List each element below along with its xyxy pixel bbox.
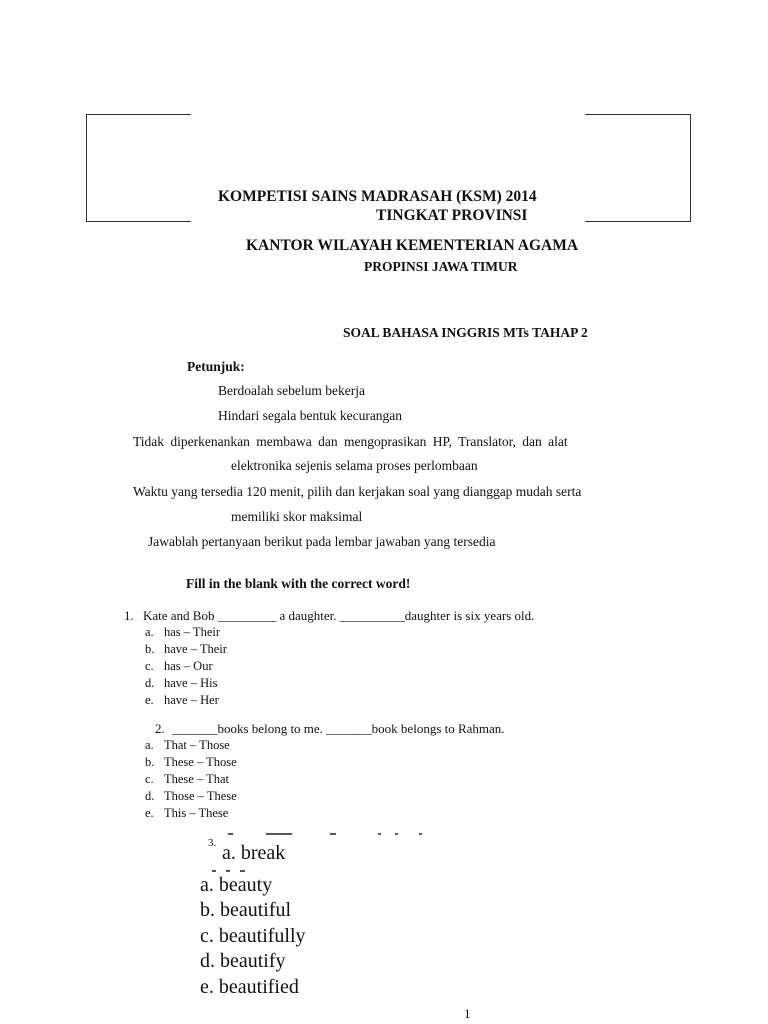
question-number: 1. bbox=[124, 608, 134, 623]
option-text: has – Our bbox=[164, 659, 213, 673]
exam-title: KOMPETISI SAINS MADRASAH (KSM) 2014 bbox=[218, 188, 537, 205]
instruction-line: Tidak diperkenankan membawa dan mengoprasikan HP, Translator, dan alat bbox=[133, 434, 568, 449]
section-heading: Fill in the blank with the correct word! bbox=[186, 576, 411, 591]
option-text: a. beauty bbox=[200, 874, 273, 896]
option-text: have – Her bbox=[164, 693, 219, 707]
option-letter: a. bbox=[145, 625, 154, 639]
option-letter: b. bbox=[145, 642, 155, 656]
instruction-line: Waktu yang tersedia 120 menit, pilih dan kerjakan soal yang dianggap mudah serta bbox=[133, 484, 582, 499]
option-letter: e. bbox=[145, 693, 154, 707]
corner-frame-left bbox=[86, 114, 191, 222]
option-text: e. beautified bbox=[200, 976, 299, 998]
option-letter: b. bbox=[145, 755, 155, 769]
garbled-text-fragment bbox=[378, 833, 381, 835]
option-letter: d. bbox=[145, 789, 155, 803]
instruction-line: Berdoalah sebelum bekerja bbox=[218, 383, 365, 398]
corner-frame-right bbox=[585, 114, 691, 222]
garbled-text-fragment bbox=[228, 833, 233, 835]
option-text: b. beautiful bbox=[200, 899, 292, 921]
option-text: c. beautifully bbox=[200, 925, 306, 947]
option-letter: a. bbox=[145, 738, 154, 752]
option-text: Those – These bbox=[164, 789, 237, 803]
garbled-text-fragment bbox=[212, 870, 216, 872]
option-text: a. break bbox=[222, 842, 286, 864]
instruction-line: Jawablah pertanyaan berikut pada lembar jawaban yang tersedia bbox=[148, 534, 496, 549]
garbled-text-fragment bbox=[395, 833, 398, 835]
option-text: have – Their bbox=[164, 642, 227, 656]
exam-level: TINGKAT PROVINSI bbox=[376, 207, 528, 224]
garbled-text-fragment bbox=[226, 870, 230, 872]
garbled-text-fragment bbox=[330, 833, 336, 835]
option-letter: c. bbox=[145, 659, 154, 673]
garbled-text-fragment bbox=[266, 833, 292, 835]
option-text: have – His bbox=[164, 676, 218, 690]
question-text: _______books belong to me. _______book belongs to Rahman. bbox=[172, 721, 505, 736]
page-number: 1 bbox=[464, 1006, 471, 1021]
instruction-line: memiliki skor maksimal bbox=[231, 509, 363, 524]
instruction-line: Hindari segala bentuk kecurangan bbox=[218, 408, 403, 423]
subject-title: SOAL BAHASA INGGRIS MTs TAHAP 2 bbox=[343, 325, 588, 340]
question-number: 3. bbox=[208, 837, 217, 849]
option-text: That – Those bbox=[164, 738, 230, 752]
instructions-heading: Petunjuk: bbox=[187, 359, 245, 374]
option-text: This – These bbox=[164, 806, 229, 820]
office-name: KANTOR WILAYAH KEMENTERIAN AGAMA bbox=[246, 237, 579, 254]
option-letter: e. bbox=[145, 806, 154, 820]
option-text: d. beautify bbox=[200, 950, 286, 972]
option-text: These – Those bbox=[164, 755, 237, 769]
option-text: These – That bbox=[164, 772, 230, 786]
garbled-text-fragment bbox=[419, 833, 422, 835]
instruction-line: elektronika sejenis selama proses perlombaan bbox=[231, 458, 478, 473]
question-text: Kate and Bob _________ a daughter. __________daughter is six years old. bbox=[143, 608, 535, 623]
question-number: 2. bbox=[155, 721, 165, 736]
option-text: has – Their bbox=[164, 625, 221, 639]
garbled-text-fragment bbox=[240, 870, 245, 872]
option-letter: d. bbox=[145, 676, 155, 690]
option-letter: c. bbox=[145, 772, 154, 786]
office-province: PROPINSI JAWA TIMUR bbox=[364, 259, 518, 274]
